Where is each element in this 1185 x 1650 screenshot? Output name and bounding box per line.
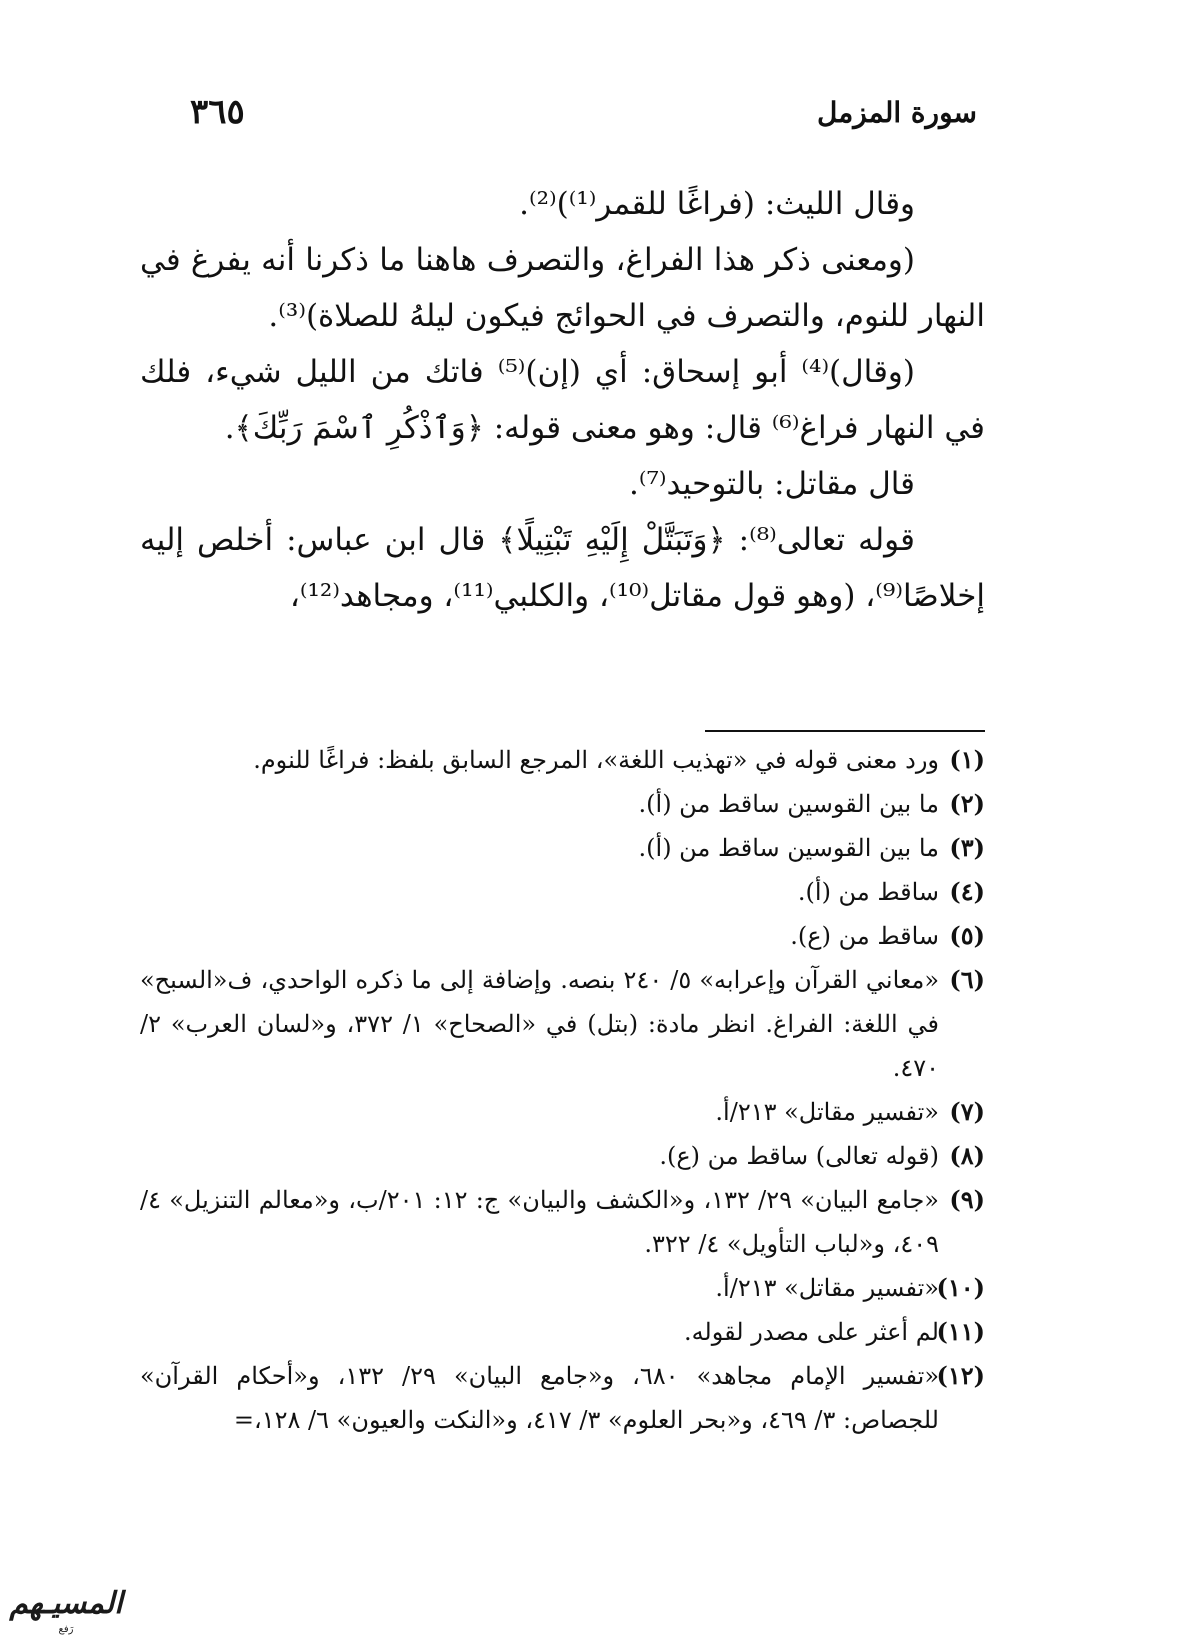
paragraph: (ومعنى ذكر هذا الفراغ، والتصرف هاهنا ما ذكرنا أنه يفرغ في النهار للنوم، والتصرف في الحوائج فيكون ليلهُ للصلاة)⁽³⁾. [140, 242, 985, 334]
footnote-number: (٣) [949, 833, 985, 862]
footnote-text: ما بين القوسين ساقط من (أ). [638, 834, 939, 862]
paragraph: قوله تعالى⁽⁸⁾: ﴿وَتَبَتَّلْ إِلَيْهِ تَبْتِيلًا﴾ قال ابن عباس: أخلص إليه إخلاصًا⁽⁹⁾، (وهو قول مقاتل⁽¹⁰⁾، والكلبي⁽¹¹⁾، ومجاهد⁽¹²⁾، [140, 522, 985, 614]
footnote-text: «تفسير الإمام مجاهد» ٦٨٠، و«جامع البيان» ٢٩/ ١٣٢، و«أحكام القرآن» للجصاص: ٣/ ٤٦٩، و«بحر العلوم» ٣/ ٤١٧، و«النكت والعيون» ٦/ ١٢٨،= [140, 1362, 940, 1434]
footnote-item [140, 826, 985, 870]
footnote-text: «تفسير مقاتل» ٢١٣/أ. [715, 1274, 939, 1302]
footnote-item [140, 870, 985, 914]
footnotes [140, 738, 985, 1442]
library-stamp-logo [6, 1584, 126, 1642]
footnote-item [140, 1090, 985, 1134]
footnote-number: (١٠) [936, 1273, 985, 1302]
footnote-item [140, 1266, 985, 1310]
footnote-separator [705, 730, 985, 732]
surah-title: سورة المزمل [816, 96, 977, 129]
footnote-number: (٩) [949, 1185, 985, 1214]
footnote-text: «معاني القرآن وإعرابه» ٥/ ٢٤٠ بنصه. وإضافة إلى ما ذكره الواحدي، ف«السبح» في اللغة: الفراغ. انظر مادة: (بتل) في «الصحاح» ١/ ٣٧٢، و«لسان العرب» ٢/ ٤٧٠. [140, 966, 940, 1082]
footnote-text: ساقط من (أ). [797, 878, 939, 906]
footnote-number: (١١) [936, 1317, 985, 1346]
footnote-number: (٨) [949, 1141, 985, 1170]
footnote-text: ورد معنى قوله في «تهذيب اللغة»، المرجع السابق بلفظ: فراغًا للنوم. [253, 746, 939, 774]
footnote-number: (٥) [949, 921, 985, 950]
footnote-text: (قوله تعالى) ساقط من (ع). [659, 1142, 939, 1170]
paragraph: قال مقاتل: بالتوحيد⁽⁷⁾. [629, 466, 915, 502]
paragraph: (وقال)⁽⁴⁾ أبو إسحاق: أي (إن)⁽⁵⁾ فاتك من الليل شيء، فلك في النهار فراغ⁽⁶⁾ قال: وهو معنى قوله: ﴿وَٱذْكُرِ ٱسْمَ رَبِّكَ﴾. [140, 354, 985, 446]
footnote-number: (٤) [949, 877, 985, 906]
footnote-number: (٧) [949, 1097, 985, 1126]
footnote-item [140, 1134, 985, 1178]
footnote-text: «جامع البيان» ٢٩/ ١٣٢، و«الكشف والبيان» ج: ١٢: ٢٠١/ب، و«معالم التنزيل» ٤/ ٤٠٩، و«لباب التأويل» ٤/ ٣٢٢. [140, 1186, 939, 1258]
footnote-text: «تفسير مقاتل» ٢١٣/أ. [715, 1098, 939, 1126]
footnote-item [140, 1178, 985, 1266]
footnote-item [140, 1354, 985, 1442]
footnote-item [140, 1310, 985, 1354]
main-text [140, 176, 985, 624]
footnote-text: ما بين القوسين ساقط من (أ). [638, 790, 939, 818]
footnote-number: (٦) [949, 965, 985, 994]
stamp-sub-text: رَفع [58, 1624, 74, 1635]
footnote-number: (١٢) [936, 1361, 985, 1390]
footnote-text: لم أعثر على مصدر لقوله. [683, 1318, 939, 1346]
page-header [190, 92, 977, 146]
paragraph: وقال الليث: (فراغًا للقمر⁽¹⁾)⁽²⁾. [519, 186, 915, 222]
footnote-text: ساقط من (ع). [790, 922, 939, 950]
page-number: ٣٦٥ [190, 92, 245, 132]
footnote-item [140, 958, 985, 1090]
footnote-item [140, 914, 985, 958]
footnote-item [140, 738, 985, 782]
footnote-number: (٢) [949, 789, 985, 818]
stamp-main-text: المسيـهم [9, 1586, 123, 1621]
footnote-item [140, 782, 985, 826]
footnote-number: (١) [949, 745, 985, 774]
